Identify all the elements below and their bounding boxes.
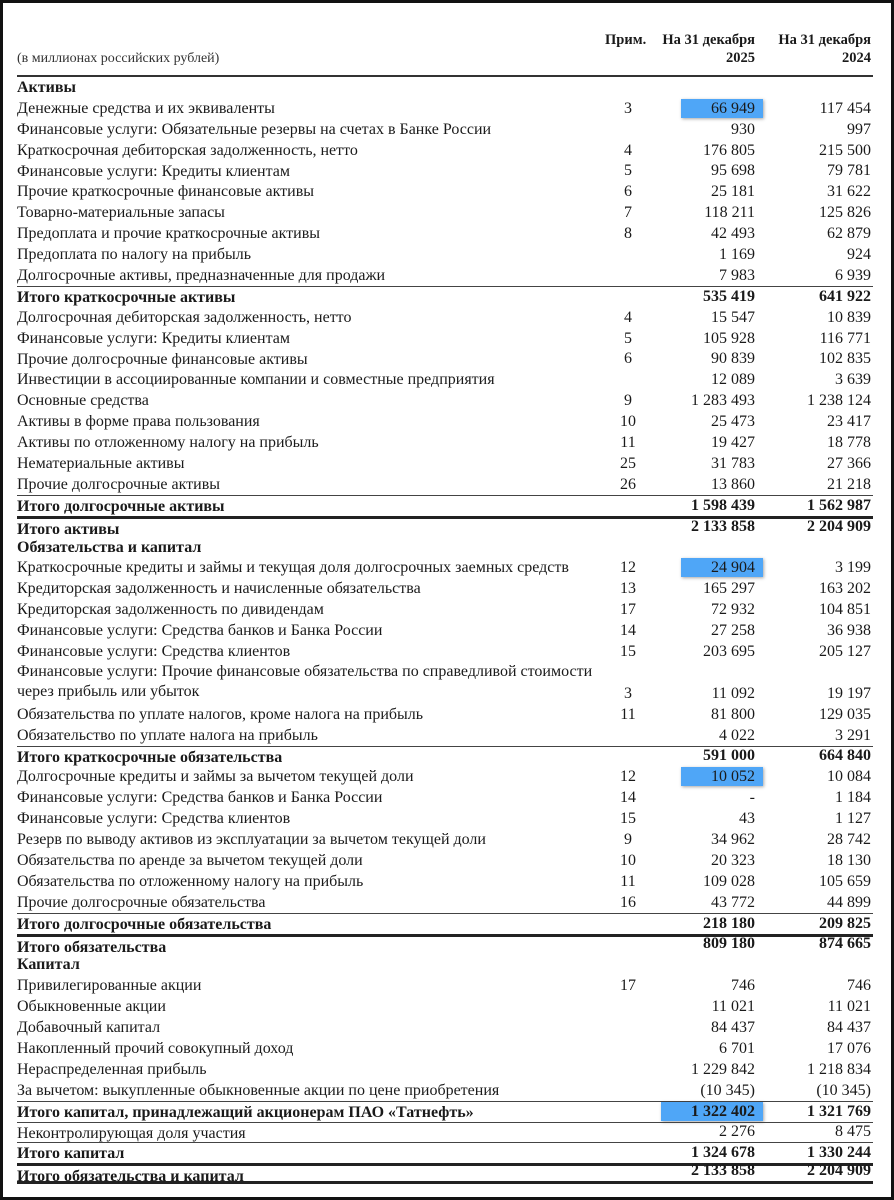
note-ref: 4 [624,141,632,159]
value-2025 [637,181,755,202]
value-2024: 2 204 909 [807,517,871,535]
row-label: Резерв по выводу активов из эксплуатации за вычетом текущей доли [17,831,486,849]
value-2025 [637,871,755,892]
row-label: Долгосрочные кредиты и займы за вычетом текущей доли [17,768,414,786]
row-label: Нераспределенная прибыль [17,1060,207,1078]
value-text: 34 962 [711,830,755,848]
value-2024: 28 742 [827,830,871,848]
value-text: 1 324 678 [691,1144,755,1162]
total-row [17,1122,873,1143]
row-label: Обязательства и капитал [17,538,202,556]
table-row [17,975,873,996]
value-2025 [637,1038,755,1059]
row-label: Финансовые услуги: Обязательные резервы на счетах в Банке России [17,120,492,138]
value-text: 2 133 858 [691,1162,755,1180]
value-2025 [637,495,755,516]
value-2025 [637,766,755,787]
table-row [17,453,873,474]
row-label: Итого капитал [17,1145,125,1163]
value-2025 [637,98,755,119]
note-ref: 6 [624,350,632,368]
note-ref: 6 [624,183,632,201]
value-2024: 17 076 [827,1039,871,1057]
table-row [17,265,873,286]
note-ref: 15 [620,810,636,828]
row-label: Обыкновенные акции [17,998,166,1016]
value-2024: 3 199 [835,559,871,577]
row-label: Неконтролирующая доля участия [17,1124,246,1142]
table-row [17,599,873,620]
value-text: 105 928 [703,329,755,347]
value-2025 [637,1101,755,1122]
table-row [17,996,873,1017]
value-text: 15 547 [711,308,755,326]
value-2025 [637,244,755,265]
highlighted-value: 1 322 402 [661,1102,763,1121]
row-label: Прочие долгосрочные обязательства [17,893,266,911]
table-row [17,704,873,725]
value-text: 930 [731,120,755,138]
row-label: Краткосрочная дебиторская задолженность, нетто [17,141,358,159]
row-label: Долгосрочные активы, предназначенные для продажи [17,267,386,285]
note-ref: 7 [624,204,632,222]
row-label: Обязательства по аренде за вычетом текущей доли [17,851,363,869]
value-text: 1 229 842 [691,1060,755,1078]
value-text: 43 [739,810,755,828]
value-2024: 129 035 [819,705,871,723]
value-2024: 1 218 834 [807,1060,871,1078]
value-text: 165 297 [703,580,755,598]
table-row [17,557,873,578]
row-label: Финансовые услуги: Кредиты клиентам [17,162,290,180]
value-text: 72 932 [711,601,755,619]
table-row [17,390,873,411]
table-row [17,119,873,140]
table-row [17,307,873,328]
table-row [17,787,873,808]
table-row [17,620,873,641]
value-2024: 104 851 [819,601,871,619]
note-ref: 14 [620,622,636,640]
table-row [17,578,873,599]
note-ref: 17 [620,601,636,619]
value-2024: 18 778 [827,434,871,452]
value-2024: 23 417 [827,413,871,431]
row-label: Накопленный прочий совокупный доход [17,1039,294,1057]
value-2025 [637,1160,755,1181]
table-row [17,98,873,119]
row-label: Финансовые услуги: Средства клиентов [17,643,291,661]
value-2024: 36 938 [827,622,871,640]
note-ref: 15 [620,642,636,660]
value-2025 [637,599,755,620]
value-text: 19 427 [711,434,755,452]
row-label: Краткосрочные кредиты и займы и текущая доля долгосрочных заемных средств [17,559,569,577]
note-ref: 12 [620,559,636,577]
value-2025 [637,975,755,996]
value-2024: 3 291 [835,726,871,744]
value-2024: 11 021 [827,998,871,1016]
value-2024: 84 437 [827,1018,871,1036]
value-2025 [637,411,755,432]
value-2025 [637,453,755,474]
value-2025 [637,307,755,328]
value-text: 25 181 [711,183,755,201]
value-2025 [637,933,755,954]
value-2025 [637,704,755,725]
row-label: Итого долгосрочные активы [17,497,225,515]
value-2024: 117 454 [819,99,871,117]
value-2024: 163 202 [819,580,871,598]
value-text: - [749,789,755,807]
note-ref: 16 [620,893,636,911]
row-label: Итого капитал, принадлежащий акционерам ПАО «Татнефть» [17,1103,474,1121]
row-label: Итого обязательства [17,938,167,956]
total-row [17,1163,873,1184]
value-2025 [637,829,755,850]
value-2024: 62 879 [827,225,871,243]
value-2024: 874 665 [819,935,871,953]
total-row [17,1101,873,1122]
value-2025 [637,913,755,934]
value-text: 218 180 [703,914,755,932]
value-2025 [637,1080,755,1101]
value-text: 203 695 [703,642,755,660]
value-2024: 1 321 769 [807,1102,871,1120]
value-2024: 44 899 [827,893,871,911]
row-label: Капитал [17,956,80,974]
value-2025 [637,641,755,662]
value-2025 [637,160,755,181]
value-text: 81 800 [711,705,755,723]
value-text: 118 211 [704,204,755,222]
row-label: Активы в форме права пользования [17,413,260,431]
row-label: Финансовые услуги: Средства банков и Банка России [17,789,383,807]
value-2024: 19 197 [827,684,871,702]
value-text: 11 021 [711,998,755,1016]
row-label: За вычетом: выкупленные обыкновенные акции по цене приобретения [17,1081,500,1099]
value-2025 [637,202,755,223]
col-2024-line1: На 31 декабря [778,32,871,48]
value-text: 109 028 [703,872,755,890]
note-ref: 25 [620,454,636,472]
note-ref: 12 [620,768,636,786]
value-text: 2 276 [719,1123,755,1141]
value-2025 [637,850,755,871]
value-2024: 21 218 [827,475,871,493]
value-text: 84 437 [711,1018,755,1036]
total-row [17,746,873,767]
value-2024: 105 659 [819,872,871,890]
total-row [17,495,873,516]
table-row [17,850,873,871]
value-2024: 746 [847,977,871,995]
value-2025 [637,683,755,704]
row-label: Предоплата по налогу на прибыль [17,246,251,264]
section-heading [17,954,873,975]
table-row [17,474,873,495]
note-ref: 13 [620,580,636,598]
table-row [17,1080,873,1101]
note-ref: 3 [624,99,632,117]
value-2024: 1 127 [835,810,871,828]
value-2024: 10 839 [827,308,871,326]
total-row [17,934,873,955]
row-label: Товарно-материальные запасы [17,204,225,222]
column-header-2025 [645,31,755,67]
value-text: 31 783 [711,454,755,472]
row-label: Финансовые услуги: Средства банков и Банка России [17,622,383,640]
value-2025 [637,1017,755,1038]
table-row [17,662,873,704]
value-text: (10 345) [700,1081,755,1099]
value-text: 43 772 [711,893,755,911]
highlighted-value: 66 949 [681,99,763,118]
value-2024: (10 345) [816,1081,871,1099]
value-text: 809 180 [703,935,755,953]
value-2024: 8 475 [835,1123,871,1141]
value-text: 746 [731,977,755,995]
value-text: 7 983 [719,266,755,284]
value-2025 [637,328,755,349]
value-2024: 125 826 [819,204,871,222]
row-label: Прочие краткосрочные финансовые активы [17,183,314,201]
value-text: 13 860 [711,475,755,493]
highlighted-value: 10 052 [681,767,763,786]
table-row [17,1017,873,1038]
table-row [17,1059,873,1080]
value-2025 [637,892,755,913]
note-header-text: Прим. [605,32,647,48]
value-2024: 116 771 [819,329,871,347]
value-text: 42 493 [711,225,755,243]
value-2024: 102 835 [819,350,871,368]
row-label: Активы [17,79,76,96]
total-row [17,913,873,934]
row-label: Финансовые услуги: Кредиты клиентам [17,329,290,347]
row-label: Кредиторская задолженность по дивидендам [17,601,324,619]
value-2025 [637,474,755,495]
note-ref: 8 [624,225,632,243]
row-label: Обязательства по уплате налогов, кроме налога на прибыль [17,705,424,723]
value-2025 [637,1059,755,1080]
table-row [17,161,873,182]
value-2024: 664 840 [819,747,871,765]
value-2024: 18 130 [827,851,871,869]
value-2025 [637,578,755,599]
value-2024: 209 825 [819,914,871,932]
table-row [17,432,873,453]
value-text: 27 258 [711,622,755,640]
col-2025-line1: На 31 декабря [662,32,755,48]
value-2024: 6 939 [835,266,871,284]
value-text: 2 133 858 [691,517,755,535]
col-2025-line2: 2025 [726,50,755,66]
value-2024: 924 [847,246,871,264]
note-ref: 3 [624,684,632,702]
table-row [17,411,873,432]
value-2024: 1 184 [835,789,871,807]
table-row [17,328,873,349]
row-label: Активы по отложенному налогу на прибыль [17,434,319,452]
note-ref: 5 [624,162,632,180]
row-label: Обязательства по отложенному налогу на прибыль [17,872,364,890]
table-row [17,140,873,161]
total-row [17,516,873,537]
row-label: Обязательство по уплате налога на прибыль [17,726,318,744]
value-2024: 205 127 [819,642,871,660]
value-2025 [637,620,755,641]
value-2025 [637,516,755,537]
value-text: 12 089 [711,371,755,389]
note-ref: 9 [624,830,632,848]
row-label: Нематериальные активы [17,455,185,473]
row-label: Итого долгосрочные обязательства [17,915,272,933]
highlighted-value: 24 904 [681,558,763,577]
row-label: Инвестиции в ассоциированные компании и совместные предприятия [17,371,495,389]
unit-label: (в миллионах российских рублей) [17,51,220,66]
total-row [17,286,873,307]
row-label: Добавочный капитал [17,1019,161,1037]
value-2025 [637,223,755,244]
row-label: Итого краткосрочные обязательства [17,748,283,766]
value-text: 1 169 [719,246,755,264]
value-text: 90 839 [711,350,755,368]
note-ref: 11 [620,705,636,723]
note-ref: 4 [624,308,632,326]
value-text: 176 805 [703,141,755,159]
table-row [17,223,873,244]
row-label: Прочие долгосрочные финансовые активы [17,350,308,368]
section-heading [17,77,873,98]
note-ref: 9 [624,392,632,410]
note-ref: 5 [624,329,632,347]
value-2024: 31 622 [827,183,871,201]
balance-sheet [17,29,873,1184]
value-2025 [637,119,755,140]
table-row [17,1038,873,1059]
note-ref: 10 [620,413,636,431]
note-ref: 10 [620,851,636,869]
row-label: Прочие долгосрочные активы [17,475,220,493]
row-label: Итого обязательства и капитал [17,1168,244,1186]
row-label: Итого краткосрочные активы [17,288,236,306]
note-ref: 11 [620,872,636,890]
value-text: 591 000 [703,747,755,765]
value-2025 [637,745,755,766]
value-text: 4 022 [719,726,755,744]
value-2024: 1 330 244 [807,1144,871,1162]
value-2025 [637,432,755,453]
row-label: Предоплата и прочие краткосрочные активы [17,225,321,243]
table-row [17,892,873,913]
note-ref: 14 [620,789,636,807]
value-2024: 997 [847,120,871,138]
table-row [17,829,873,850]
note-column-header [605,31,645,49]
value-2025 [637,369,755,390]
table-row [17,349,873,370]
value-text: 95 698 [711,162,755,180]
value-text: 25 473 [711,413,755,431]
table-row [17,202,873,223]
table-body [17,77,873,1184]
table-row [17,725,873,746]
value-text: 1 598 439 [691,496,755,514]
note-ref: 26 [620,475,636,493]
row-label: Финансовые услуги: Средства клиентов [17,810,291,828]
table-row [17,808,873,829]
section-heading [17,537,873,558]
value-2025 [637,390,755,411]
column-header-2024 [759,31,871,67]
table-row [17,369,873,390]
value-2024: 27 366 [827,454,871,472]
row-label: Кредиторская задолженность и начисленные обязательства [17,580,421,598]
row-label: Основные средства [17,392,149,410]
value-2025 [637,996,755,1017]
value-2025 [637,725,755,746]
row-label: Долгосрочная дебиторская задолженность, нетто [17,308,352,326]
note-ref: 17 [620,977,636,995]
table-row [17,871,873,892]
value-2025 [637,1121,755,1142]
value-2025 [637,348,755,369]
value-2025 [637,808,755,829]
value-text: 1 283 493 [691,392,755,410]
value-text: 535 419 [703,287,755,305]
value-2024: 79 781 [827,162,871,180]
value-text: 11 092 [711,684,755,702]
table-row [17,766,873,787]
table-row [17,181,873,202]
value-2024: 641 922 [819,287,871,305]
value-2024: 2 204 909 [807,1162,871,1180]
value-2024: 1 562 987 [807,496,871,514]
value-text: 20 323 [711,851,755,869]
value-2024: 1 238 124 [807,392,871,410]
row-label: Итого активы [17,520,120,538]
value-2024: 10 084 [827,768,871,786]
note-ref: 11 [620,434,636,452]
table-row [17,244,873,265]
row-label: Финансовые услуги: Прочие финансовые обязательства по справедливой стоимости через прибыль или убыток [17,662,593,700]
value-2025 [637,286,755,307]
table-row [17,641,873,662]
value-2025 [637,557,755,578]
table-header [17,29,873,77]
value-2024: 215 500 [819,141,871,159]
row-label: Денежные средства и их эквиваленты [17,99,275,117]
value-2025 [637,265,755,286]
value-2024: 3 639 [835,371,871,389]
value-text: 6 701 [719,1039,755,1057]
col-2024-line2: 2024 [842,50,871,66]
value-2025 [637,140,755,161]
row-label: Привилегированные акции [17,977,202,995]
value-2025 [637,787,755,808]
